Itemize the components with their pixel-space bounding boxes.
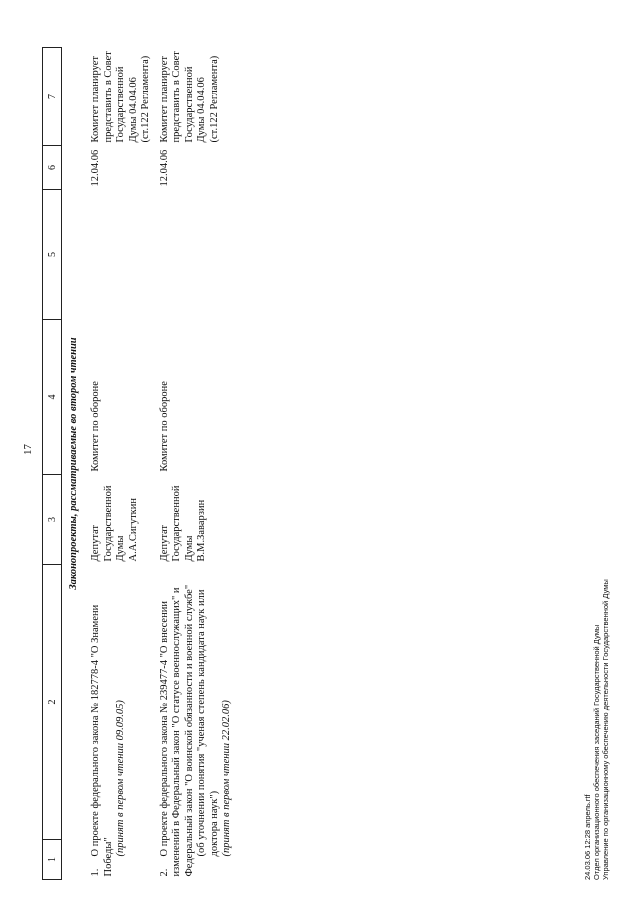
section-row: [62, 48, 85, 880]
column-number: 7: [43, 48, 62, 146]
column-number: 1: [43, 840, 62, 880]
committee-cell: Комитет по обороне: [158, 381, 170, 472]
committee-cell: Комитет по обороне: [90, 381, 101, 472]
table-row: [153, 48, 234, 880]
section-title: Законопроекты, рассматриваемые во втором чтении: [67, 337, 79, 590]
column-number-row: [43, 48, 62, 880]
document-footer: [583, 579, 610, 880]
date-cell: 12.04.06: [90, 149, 101, 187]
column-number: 6: [43, 146, 62, 190]
page-number: 17: [22, 444, 34, 455]
schedule-table: [42, 47, 234, 880]
bill-title: О проекте федерального закона № 239477-4 "О внесении изменений в Федеральный закон "О статусе военнослужащих" и Федеральный закон "О воинской обязанности и военной службе": [158, 584, 195, 877]
row-number: 2.: [158, 868, 170, 877]
remark-cell: Комитет планирует представить в Совет Государственной Думы 04.04.06 (ст.122 Регламента): [158, 51, 220, 143]
remark-cell: Комитет планирует представить в Совет Государственной Думы 04.04.06 (ст.122 Регламента): [90, 51, 151, 143]
bill-subtitle: (об уточнении понятия "ученая степень кандидата наук или доктора наук"): [196, 589, 220, 857]
column-number: 5: [43, 190, 62, 320]
footer-directorate-line: Управление по организационному обеспечению деятельности Государственной Думы: [601, 579, 610, 880]
date-cell: 12.04.06: [158, 149, 170, 187]
col5-cell: [84, 190, 153, 320]
author-cell: Депутат Государственной Думы А.А.Сигуткин: [90, 485, 139, 562]
column-number: 2: [43, 565, 62, 840]
footer-department-line: Отдел организационного обеспечения заседаний Государственной Думы: [592, 624, 601, 880]
bill-note: (принят в первом чтении 09.09.05): [115, 700, 126, 857]
footer-file-line: 24.03.06 12:28 апрель.rtf: [583, 794, 592, 880]
bill-title: О проекте федерального закона № 182778-4 "О Знамени Победы": [90, 604, 114, 877]
bill-note: (принят в первом чтении 22.02.06): [221, 700, 232, 857]
bill-cell: [84, 565, 153, 880]
row-number: 1.: [90, 868, 101, 877]
table-row: [84, 48, 153, 880]
column-number: 4: [43, 320, 62, 475]
bill-cell: [153, 565, 234, 880]
column-number: 3: [43, 475, 62, 565]
author-cell: Депутат Государственной Думы В.М.Заварзин: [158, 485, 207, 562]
col5-cell: [153, 190, 234, 320]
